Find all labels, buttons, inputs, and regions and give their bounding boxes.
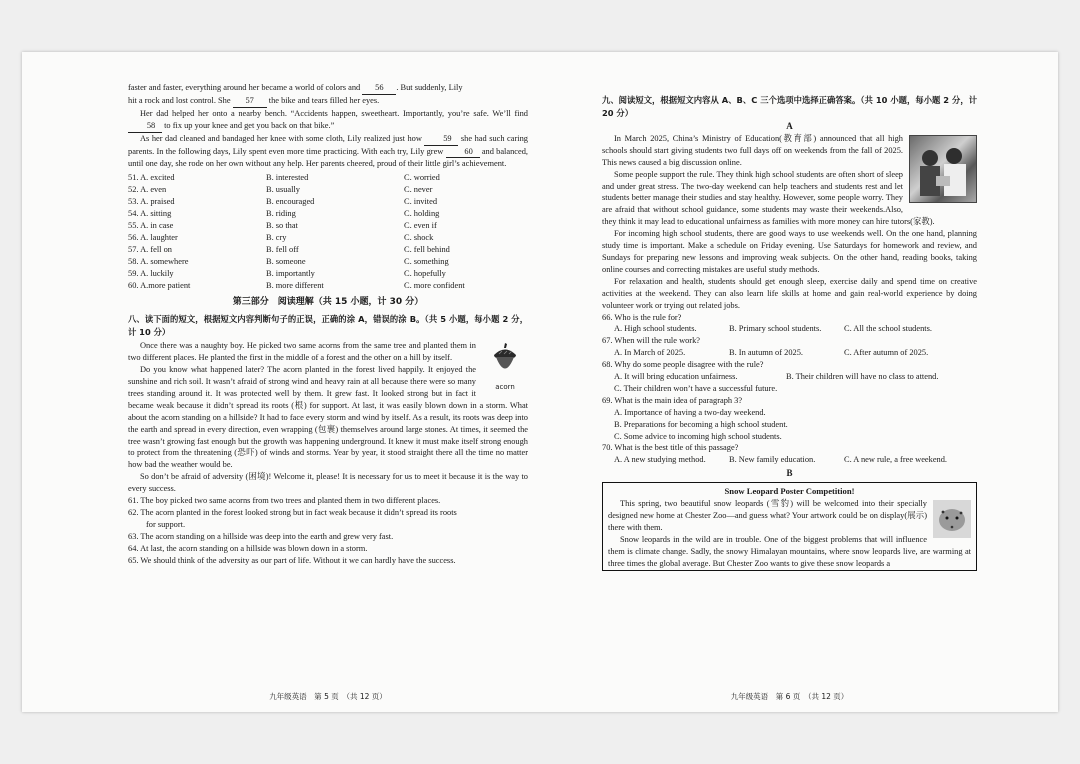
option: C. fell behind [404,244,450,254]
option: B. more different [266,280,324,290]
text: and balanced, until one day, she rode on her own without any help. Her parents cheered, proud of their little girl’s achievement. [128,146,528,169]
option: B. riding [266,209,296,219]
paragraph: For relaxation and health, students should get enough sleep, exercise daily and spend time on creative activities at the weekend. They can also learn life skills at home and gain real-world experience by doing volunteer work or trying out related jobs. [602,276,977,310]
option: B. someone [266,256,306,266]
part3-title: 第三部分 阅读理解（共 15 小题，计 30 分） [232,297,424,308]
questions-a [602,312,977,467]
paragraph: Do you know what happened later? The acorn planted in the forest lived happily. It enjoyed the sunshine and rich soil. It wasn’t afraid of strong wind and heavy rain at all because there were so many trees standing around it. It was protected well by them. It grew fast. It looked strong but in fact it became weak because it didn’t spread its roots (根) for support. At last, it was easily blown down in a storm. What about the acorn standing on a hillside? It had to face every storm and wind by itself. As a result, its roots was deep into the earth and spread in every direction, even wrapping (包裹) themselves around large stones. At times, it seemed the tree wasn’t growing fast enough but the growth was happening underground. It knew it must make itself strong enough to protect from the threatening (恐吓) of winds and storms. Year by year, it stood straight there all the time no matter how bad the weather would be. [128,365,528,470]
options-66 [602,323,977,335]
option: C. even if [404,220,437,230]
option: B. interested [266,173,309,183]
option: B. cry [266,232,287,242]
story-line [128,133,528,171]
text: faster and faster, everything around her became a world of colors and [128,83,363,92]
acorn-icon [490,342,520,378]
option: C. invited [404,197,438,207]
question-69: 69. What is the main idea of paragraph 3? [602,395,743,405]
paragraph: For incoming high school students, there are good ways to use weekends well. On the one hand, planning study time is important. Make a schedule on Friday evening. Use Saturdays for homework and review, and Sundays for preparing new lessons and improving weak subjects. On the other hand, reading books, taking online courses and correcting mistakes are useful study methods. [602,229,977,274]
option: C. A new rule, a free weekend. [844,455,948,465]
section8-passage [128,340,528,495]
snow-leopard-image [933,500,971,538]
acorn-caption: acorn [495,383,515,392]
footer-page-5: 九年级英语 第 5 页 （共 12 页） [269,692,387,701]
option: 51. A. excited [128,173,175,183]
option: B. encouraged [266,197,315,207]
option: B. fell off [266,244,299,254]
blank-57: 57 [233,95,267,108]
blank-60: 60 [446,146,480,159]
story-line [128,108,528,133]
text: hit a rock and lost control. She [128,95,233,105]
option: C. shock [404,232,434,242]
question-67: 67. When will the rule work? [602,336,700,346]
statement: 65. We should think of the adversity as our part of life. Without it we can hardly have the success. [128,555,456,565]
page-5 [128,82,528,742]
option: B. usually [266,185,300,195]
option: B. Preparations for becoming a high school student. [614,419,788,429]
option: C. worried [404,173,440,183]
blank-58: 58 [128,120,162,133]
snow-leopard-icon [933,500,971,538]
exam-sheet [22,52,1058,712]
paragraph: Once there was a naughty boy. He picked two same acorns from the same tree and planted them in two different places. He planted the first in the middle of a forest and the other on a hill by itself. [128,341,476,363]
acorn-illustration [482,342,528,394]
option: A. High school students. [614,324,697,334]
option: C. holding [404,209,440,219]
blank-56: 56 [362,82,396,95]
option: A. Importance of having a two-day weekend. [614,407,766,417]
question-66: 66. Who is the rule for? [602,312,682,322]
option: B. In autumn of 2025. [729,348,803,358]
option: A. It will bring education unfairness. [614,372,738,382]
statement: 61. The boy picked two same acorns from two trees and planted them in two different places. [128,496,441,506]
cloze-story [128,82,528,170]
passage-a-label: A [786,121,793,131]
option: B. Primary school students. [729,324,822,334]
question-70: 70. What is the best title of this passage? [602,443,739,453]
option: 59. A. luckily [128,268,174,278]
footer-page-6: 九年级英语 第 6 页 （共 12 页） [730,692,849,701]
option: C. After autumn of 2025. [844,348,929,358]
option: C. hopefully [404,268,446,278]
section8-instruction: 八、读下面的短文，根据短文内容判断句子的正误，正确的涂 A，错误的涂 B。（共 5 小题，每小题 2 分，计 10 分） [128,314,528,337]
option: A. A new studying method. [614,455,706,465]
text: she had such caring parents. In the following days, Lily spent even more time practicing. With each try, Lily grew [128,133,528,156]
story-line [128,95,528,108]
option: 58. A. somewhere [128,256,189,266]
options-68 [602,371,977,383]
text: the bike and tears filled her eyes. [266,95,380,105]
option: B. importantly [266,268,315,278]
paragraph: Some people support the rule. They think high school students are often short of sleep and under great stress. The two-day weekend can help teachers and students rest and let students better manage their studies and stay healthy. However, some people worry. They are afraid that without school guidance, some students may waste their weekends.Also, they think it may lead to educational unfairness as families with more money can hire tutors(家教). [602,169,935,227]
passage-b-label: B [786,468,793,479]
option: 57. A. fell on [128,244,172,254]
section9-instruction: 九、阅读短文，根据短文内容从 A、B、C 三个选项中选择正确答案。（共 10 小题，每小题 2 分，计 20 分） [602,95,977,118]
option: 54. A. sitting [128,209,172,219]
paragraph: This spring, two beautiful snow leopards (雪豹) will be welcomed into their specially designed new home at Chester Zoo—and guess what? Your artwork could be on display(展示) there with them. [608,499,927,532]
options-70 [602,454,977,466]
option: 52. A. even [128,185,167,195]
passage-a [602,133,977,312]
option: 60. A.more patient [128,280,191,290]
statement: 62. The acorn planted in the forest looked strong but in fact weak because it didn’t spread its roots [128,508,457,517]
option: B. Their children will have no class to attend. [786,372,939,382]
text: to fix up your knee and get you back on that bike.” [162,120,335,130]
page-6 [602,94,977,754]
option: C. All the school students. [844,324,932,334]
story-line [128,82,528,95]
text: Her dad helped her onto a nearby bench. “Accidents happen, sweetheart. Importantly, you’re safe. We’ll find [140,108,528,118]
paragraph: In March 2025, China’s Ministry of Education(教育部) announced that all high schools should start giving students two full days off on weekends from the fall of 2025. This news caused a big discussion online. [602,133,903,167]
option: B. so that [266,220,298,230]
students-photo [909,135,977,203]
question-68: 68. Why do some people disagree with the rule? [602,360,764,370]
option: B. New family education. [729,455,816,465]
blank-59: 59 [424,133,458,146]
cloze-options [128,172,528,291]
options-67 [602,347,977,359]
option: 53. A. praised [128,197,175,207]
option: C. never [404,185,433,195]
option: C. something [404,256,449,266]
option: C. Their children won’t have a successful future. [614,383,778,393]
text: As her dad cleaned and bandaged her knee with some cloth, Lily realized just how [140,133,425,143]
poster-title: Snow Leopard Poster Competition! [724,486,855,497]
paragraph: So don’t be afraid of adversity (困境)! Welcome it, please! It is necessary for us to meet it because it is the way to every success. [128,472,528,494]
statement: 63. The acorn standing on a hillside was deep into the earth and grew very fast. [128,531,394,541]
students-photo-icon [910,136,976,202]
text: . But suddenly, Lily [396,83,463,92]
option: A. In March of 2025. [614,348,686,358]
statement: 64. At last, the acorn standing on a hillside was blown down in a storm. [128,543,368,553]
option: C. more confident [404,280,465,290]
option: 56. A. laughter [128,232,178,242]
option: 55. A. in case [128,220,174,230]
snow-leopard-poster [602,482,977,570]
statement-cont: for support. [146,519,186,529]
option: C. Some advice to incoming high school students. [614,431,782,441]
paragraph: Snow leopards in the wild are in trouble. One of the biggest problems that will influence them is climate change. Sadly, the snowy Himalayan mountains, where snow leopards live, are warming at three times the global average. But Chester Zoo wants to give these snow leopards a [608,534,971,568]
statements [128,495,528,566]
